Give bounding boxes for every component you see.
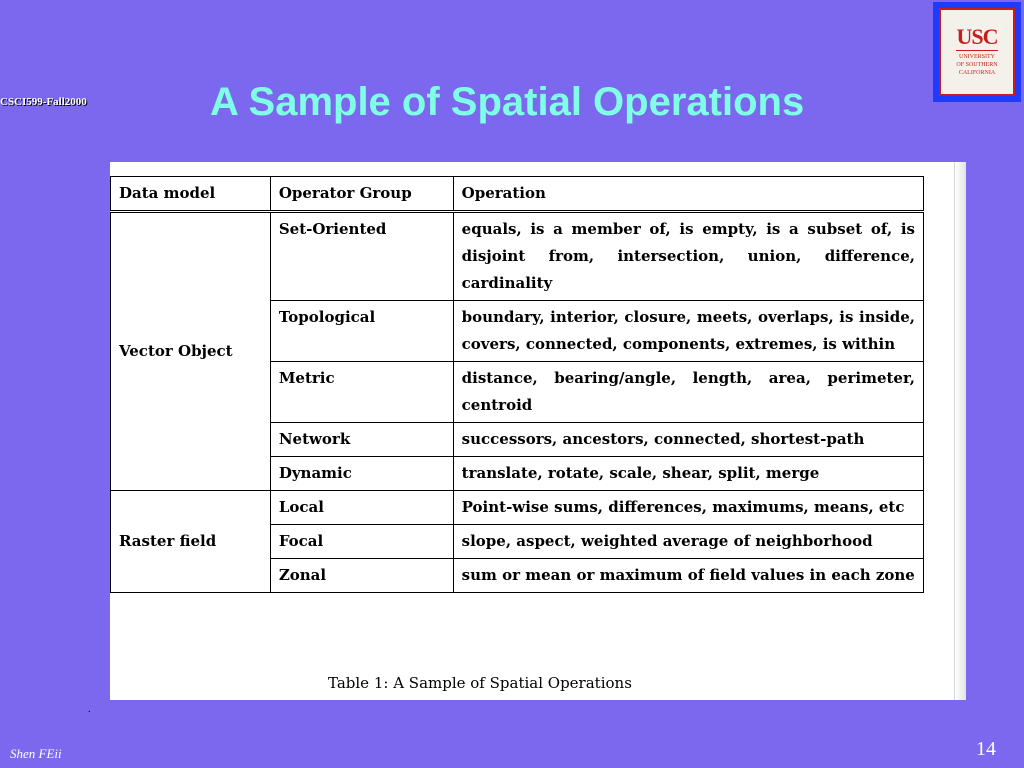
model-cell-vector-object: Vector Object [111,212,271,491]
usc-logo-name: USC [956,24,998,50]
table-row [111,212,924,301]
usc-logo-line-2: OF SOUTHERN [956,62,998,69]
table-caption: Table 1: A Sample of Spatial Operations [328,674,632,692]
group-cell: Network [270,423,453,457]
group-cell: Focal [270,525,453,559]
header-data-model: Data model [111,177,271,212]
spatial-operations-table [110,176,924,593]
group-cell: Zonal [270,559,453,593]
table-image [110,162,966,700]
usc-logo-line-3: CALIFORNIA [958,69,996,76]
page-number: 14 [976,738,996,760]
header-operator-group: Operator Group [270,177,453,212]
stray-mark: . [88,704,91,715]
usc-logo-seal [939,8,1015,96]
group-cell: Metric [270,362,453,423]
group-cell: Dynamic [270,457,453,491]
table-row [111,491,924,525]
operation-cell: sum or mean or maximum of field values in each zone [453,559,923,593]
usc-logo-line-1: UNIVERSITY [959,54,995,61]
operation-cell: slope, aspect, weighted average of neighborhood [453,525,923,559]
group-cell: Set-Oriented [270,212,453,301]
group-cell: Local [270,491,453,525]
operation-cell: equals, is a member of, is empty, is a subset of, is disjoint from, intersection, union, difference, cardinality [453,212,923,301]
operation-cell: boundary, interior, closure, meets, overlaps, is inside, covers, connected, components, extremes, is within [453,301,923,362]
group-cell: Topological [270,301,453,362]
operation-cell: distance, bearing/angle, length, area, perimeter, centroid [453,362,923,423]
panel-edge-shadow [954,162,966,700]
header-operation: Operation [453,177,923,212]
operation-cell: successors, ancestors, connected, shortest-path [453,423,923,457]
course-label: CSCI599-Fall2000 [0,96,87,108]
footer-author: Shen FEii [10,746,62,761]
operation-cell: Point-wise sums, differences, maximums, means, etc [453,491,923,525]
slide-title: A Sample of Spatial Operations [210,80,805,124]
operation-cell: translate, rotate, scale, shear, split, merge [453,457,923,491]
model-cell-raster-field: Raster field [111,491,271,593]
usc-logo [933,2,1021,102]
table-header-row [111,177,924,212]
